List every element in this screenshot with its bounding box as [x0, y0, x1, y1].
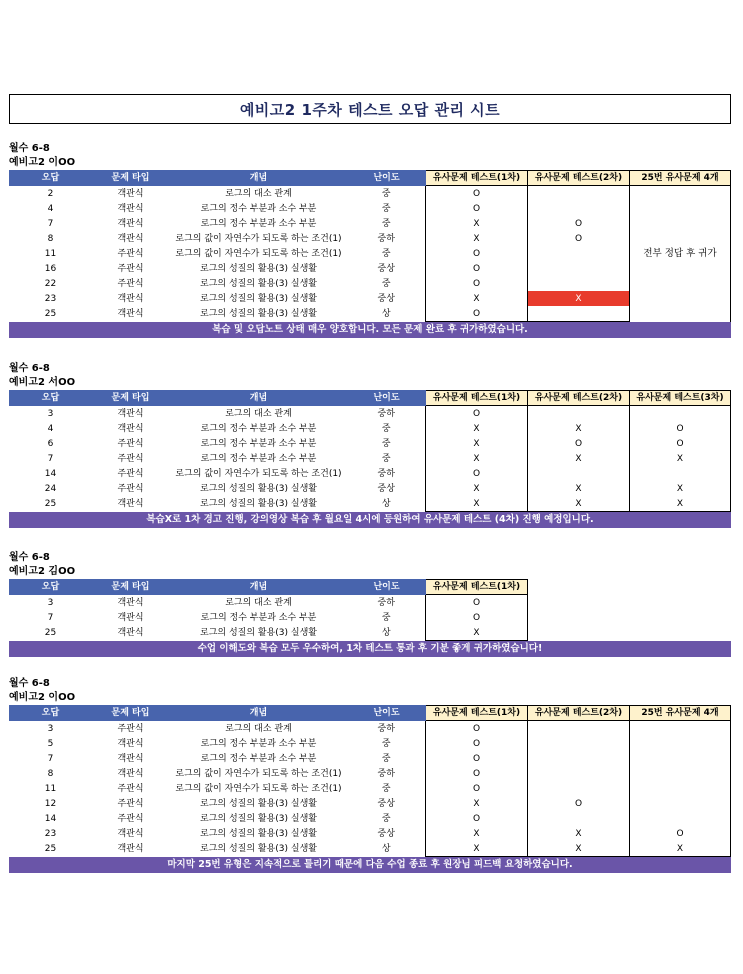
question-number-cell: 3 — [47, 723, 54, 734]
test-3-result-cell: O — [630, 436, 731, 451]
difficulty-cell: 중하 — [377, 408, 395, 419]
test-2-result-cell — [528, 721, 630, 737]
test-2-result-cell — [528, 306, 630, 322]
concept-cell: 로그의 정수 부분과 소수 부분 — [200, 423, 317, 434]
difficulty-cell: 중 — [381, 423, 391, 434]
student-name-label: 예비고2 김OO — [9, 566, 76, 577]
test-1-result-cell: O — [426, 276, 528, 291]
student-name-label: 예비고2 서OO — [9, 377, 76, 388]
concept-cell: 로그의 성질의 활용(3) 실생활 — [200, 498, 317, 509]
table-row — [10, 826, 731, 841]
q25-result-cell: O — [630, 826, 731, 841]
question-type-cell: 객관식 — [117, 408, 144, 419]
table-row — [10, 595, 528, 611]
test-2-result-cell — [528, 276, 630, 291]
concept-cell: 로그의 성질의 활용(3) 실생활 — [200, 293, 317, 304]
difficulty-cell: 중 — [381, 783, 391, 794]
test-1-result-cell: O — [426, 306, 528, 322]
header-test-3: 유사문제 테스트(3차) — [630, 391, 731, 406]
table-header-row — [10, 391, 731, 406]
difficulty-cell: 중 — [381, 612, 391, 623]
question-type-cell: 주관식 — [117, 783, 144, 794]
test-1-result-cell: X — [426, 216, 528, 231]
test-1-result-cell: O — [426, 186, 528, 202]
table-row — [10, 421, 731, 436]
question-type-cell: 주관식 — [117, 813, 144, 824]
header-q25-similar: 25번 유사문제 4개 — [630, 706, 731, 721]
difficulty-cell: 중하 — [377, 468, 395, 479]
concept-cell: 로그의 성질의 활용(3) 실생활 — [200, 798, 317, 809]
test-2-result-cell: X — [528, 826, 630, 841]
wrong-answer-table — [9, 705, 731, 857]
test-1-result-cell: O — [426, 466, 528, 481]
difficulty-cell: 중 — [381, 438, 391, 449]
table-row — [10, 721, 731, 737]
student-section — [9, 362, 731, 528]
question-number-cell: 24 — [44, 483, 57, 494]
table-row — [10, 496, 731, 512]
student-section — [9, 142, 731, 338]
header-question-number: 오답 — [10, 171, 92, 186]
difficulty-cell: 중 — [381, 813, 391, 824]
difficulty-cell: 중상 — [377, 828, 395, 839]
question-type-cell: 주관식 — [117, 263, 144, 274]
question-type-cell: 객관식 — [117, 738, 144, 749]
table-row — [10, 796, 731, 811]
test-3-result-cell: X — [630, 451, 731, 466]
difficulty-cell: 중 — [381, 453, 391, 464]
question-number-cell: 23 — [44, 293, 57, 304]
table-row — [10, 811, 731, 826]
test-3-result-cell: O — [630, 421, 731, 436]
question-type-cell: 객관식 — [117, 233, 144, 244]
table-row — [10, 736, 731, 751]
table-row — [10, 751, 731, 766]
header-concept: 개념 — [170, 391, 348, 406]
table-row — [10, 625, 528, 641]
header-test-1: 유사문제 테스트(1차) — [426, 391, 528, 406]
question-type-cell: 객관식 — [117, 753, 144, 764]
question-number-cell: 3 — [47, 408, 54, 419]
test-1-result-cell: O — [426, 595, 528, 611]
q25-result-cell — [630, 811, 731, 826]
merged-note-cell: 전부 정답 후 귀가 — [630, 186, 731, 322]
test-2-result-cell — [528, 781, 630, 796]
table-row — [10, 201, 731, 216]
test-1-result-cell: X — [426, 796, 528, 811]
test-2-result-cell — [528, 736, 630, 751]
question-type-cell: 주관식 — [117, 483, 144, 494]
question-type-cell: 객관식 — [117, 203, 144, 214]
test-2-result-cell: X — [528, 451, 630, 466]
q25-result-cell — [630, 736, 731, 751]
question-number-cell: 25 — [44, 843, 57, 854]
header-test-1: 유사문제 테스트(1차) — [426, 706, 528, 721]
header-question-number: 오답 — [10, 391, 92, 406]
header-concept: 개념 — [170, 706, 348, 721]
concept-cell: 로그의 대소 관계 — [225, 597, 292, 608]
test-2-result-cell: O — [528, 796, 630, 811]
student-name-label: 예비고2 이OO — [9, 692, 76, 703]
question-number-cell: 3 — [47, 597, 54, 608]
q25-result-cell — [630, 751, 731, 766]
difficulty-cell: 중 — [381, 188, 391, 199]
test-1-result-cell: X — [426, 496, 528, 512]
concept-cell: 로그의 값이 자연수가 되도록 하는 조건(1) — [175, 248, 342, 259]
q25-result-cell — [630, 781, 731, 796]
table-row — [10, 436, 731, 451]
test-1-result-cell: O — [426, 246, 528, 261]
question-number-cell: 11 — [44, 783, 57, 794]
table-row — [10, 466, 731, 481]
concept-cell: 로그의 성질의 활용(3) 실생활 — [200, 828, 317, 839]
concept-cell: 로그의 대소 관계 — [225, 723, 292, 734]
q25-result-cell: X — [630, 841, 731, 857]
question-number-cell: 11 — [44, 248, 57, 259]
wrong-answer-table — [9, 390, 731, 512]
question-number-cell: 7 — [47, 612, 54, 623]
table-row — [10, 451, 731, 466]
test-1-result-cell: O — [426, 781, 528, 796]
test-1-result-cell: O — [426, 406, 528, 422]
question-number-cell: 5 — [47, 738, 54, 749]
difficulty-cell: 상 — [381, 498, 391, 509]
test-2-result-cell — [528, 751, 630, 766]
concept-cell: 로그의 정수 부분과 소수 부분 — [200, 738, 317, 749]
question-number-cell: 7 — [47, 218, 54, 229]
question-type-cell: 객관식 — [117, 293, 144, 304]
concept-cell: 로그의 값이 자연수가 되도록 하는 조건(1) — [175, 783, 342, 794]
table-row — [10, 306, 731, 322]
test-1-result-cell: O — [426, 811, 528, 826]
concept-cell: 로그의 값이 자연수가 되도록 하는 조건(1) — [175, 468, 342, 479]
question-number-cell: 16 — [44, 263, 57, 274]
difficulty-cell: 중상 — [377, 798, 395, 809]
test-2-result-cell — [528, 766, 630, 781]
header-question-number: 오답 — [10, 580, 92, 595]
question-type-cell: 객관식 — [117, 768, 144, 779]
difficulty-cell: 상 — [381, 843, 391, 854]
header-q25-similar: 25번 유사문제 4개 — [630, 171, 731, 186]
highlighted-fail-cell: X — [528, 291, 630, 306]
question-type-cell: 객관식 — [117, 423, 144, 434]
test-2-result-cell: O — [528, 231, 630, 246]
concept-cell: 로그의 성질의 활용(3) 실생활 — [200, 263, 317, 274]
wrong-answer-table — [9, 579, 528, 641]
question-type-cell: 객관식 — [117, 843, 144, 854]
test-1-result-cell: O — [426, 610, 528, 625]
table-row — [10, 216, 731, 231]
header-test-2: 유사문제 테스트(2차) — [528, 171, 630, 186]
class-time-label: 월수 6-8 — [9, 552, 50, 563]
table-row — [10, 246, 731, 261]
test-2-result-cell — [528, 246, 630, 261]
test-2-result-cell — [528, 466, 630, 481]
difficulty-cell: 중 — [381, 218, 391, 229]
difficulty-cell: 중 — [381, 203, 391, 214]
sheet-title: 예비고2 1주차 테스트 오답 관리 시트 — [239, 100, 501, 119]
q25-result-cell — [630, 796, 731, 811]
question-type-cell: 객관식 — [117, 627, 144, 638]
difficulty-cell: 중 — [381, 753, 391, 764]
difficulty-cell: 중상 — [377, 263, 395, 274]
question-type-cell: 객관식 — [117, 308, 144, 319]
table-row — [10, 186, 731, 202]
difficulty-cell: 중하 — [377, 723, 395, 734]
test-3-result-cell — [630, 466, 731, 481]
question-type-cell: 주관식 — [117, 248, 144, 259]
feedback-footer: 수업 이해도와 복습 모두 우수하여, 1차 테스트 통과 후 기분 좋게 귀가하였습니다! — [9, 641, 731, 657]
student-name-label: 예비고2 이OO — [9, 157, 76, 168]
test-2-result-cell: X — [528, 496, 630, 512]
table-header-row — [10, 580, 528, 595]
concept-cell: 로그의 성질의 활용(3) 실생활 — [200, 483, 317, 494]
test-1-result-cell: X — [426, 481, 528, 496]
header-difficulty: 난이도 — [348, 580, 426, 595]
question-number-cell: 4 — [47, 423, 54, 434]
q25-result-cell — [630, 721, 731, 737]
header-difficulty: 난이도 — [348, 391, 426, 406]
class-time-label: 월수 6-8 — [9, 143, 50, 154]
question-number-cell: 22 — [44, 278, 57, 289]
concept-cell: 로그의 정수 부분과 소수 부분 — [200, 753, 317, 764]
difficulty-cell: 중상 — [377, 483, 395, 494]
test-2-result-cell: X — [528, 481, 630, 496]
test-1-result-cell: O — [426, 736, 528, 751]
question-number-cell: 25 — [44, 498, 57, 509]
test-1-result-cell: O — [426, 261, 528, 276]
table-row — [10, 276, 731, 291]
test-1-result-cell: X — [426, 625, 528, 641]
table-row — [10, 841, 731, 857]
wrong-answer-table — [9, 170, 731, 322]
concept-cell: 로그의 대소 관계 — [225, 408, 292, 419]
test-1-result-cell: X — [426, 436, 528, 451]
test-2-result-cell — [528, 406, 630, 422]
concept-cell: 로그의 성질의 활용(3) 실생활 — [200, 308, 317, 319]
difficulty-cell: 중 — [381, 738, 391, 749]
question-type-cell: 객관식 — [117, 612, 144, 623]
question-number-cell: 25 — [44, 308, 57, 319]
test-3-result-cell: X — [630, 496, 731, 512]
q25-result-cell — [630, 766, 731, 781]
concept-cell: 로그의 값이 자연수가 되도록 하는 조건(1) — [175, 768, 342, 779]
test-3-result-cell: X — [630, 481, 731, 496]
test-2-result-cell — [528, 201, 630, 216]
test-1-result-cell: X — [426, 826, 528, 841]
question-number-cell: 8 — [47, 233, 54, 244]
difficulty-cell: 상 — [381, 627, 391, 638]
question-number-cell: 23 — [44, 828, 57, 839]
concept-cell: 로그의 성질의 활용(3) 실생활 — [200, 813, 317, 824]
header-difficulty: 난이도 — [348, 171, 426, 186]
concept-cell: 로그의 정수 부분과 소수 부분 — [200, 203, 317, 214]
class-time-label: 월수 6-8 — [9, 363, 50, 374]
question-type-cell: 객관식 — [117, 597, 144, 608]
question-type-cell: 주관식 — [117, 278, 144, 289]
concept-cell: 로그의 정수 부분과 소수 부분 — [200, 438, 317, 449]
test-2-result-cell — [528, 811, 630, 826]
test-2-result-cell: O — [528, 436, 630, 451]
question-number-cell: 6 — [47, 438, 54, 449]
question-type-cell: 주관식 — [117, 468, 144, 479]
concept-cell: 로그의 정수 부분과 소수 부분 — [200, 453, 317, 464]
concept-cell: 로그의 성질의 활용(3) 실생활 — [200, 627, 317, 638]
question-type-cell: 객관식 — [117, 218, 144, 229]
question-number-cell: 4 — [47, 203, 54, 214]
test-1-result-cell: X — [426, 231, 528, 246]
header-test-2: 유사문제 테스트(2차) — [528, 391, 630, 406]
feedback-footer: 마지막 25번 유형은 지속적으로 틀리기 때문에 다음 수업 종료 후 원장님 피드백 요청하였습니다. — [9, 857, 731, 873]
table-row — [10, 481, 731, 496]
concept-cell: 로그의 정수 부분과 소수 부분 — [200, 218, 317, 229]
question-type-cell: 주관식 — [117, 453, 144, 464]
header-question-type: 문제 타입 — [92, 706, 170, 721]
table-row — [10, 766, 731, 781]
difficulty-cell: 중 — [381, 278, 391, 289]
test-2-result-cell — [528, 261, 630, 276]
table-row — [10, 291, 731, 306]
student-section — [9, 551, 731, 657]
difficulty-cell: 상 — [381, 308, 391, 319]
test-1-result-cell: O — [426, 766, 528, 781]
concept-cell: 로그의 값이 자연수가 되도록 하는 조건(1) — [175, 233, 342, 244]
concept-cell: 로그의 대소 관계 — [225, 188, 292, 199]
difficulty-cell: 중상 — [377, 293, 395, 304]
table-row — [10, 231, 731, 246]
question-number-cell: 7 — [47, 753, 54, 764]
header-concept: 개념 — [170, 171, 348, 186]
table-row — [10, 610, 528, 625]
concept-cell: 로그의 성질의 활용(3) 실생활 — [200, 843, 317, 854]
concept-cell: 로그의 성질의 활용(3) 실생활 — [200, 278, 317, 289]
concept-cell: 로그의 정수 부분과 소수 부분 — [200, 612, 317, 623]
table-row — [10, 781, 731, 796]
test-2-result-cell: X — [528, 841, 630, 857]
question-number-cell: 25 — [44, 627, 57, 638]
header-concept: 개념 — [170, 580, 348, 595]
question-number-cell: 14 — [44, 468, 57, 479]
question-type-cell: 주관식 — [117, 798, 144, 809]
test-1-result-cell: O — [426, 201, 528, 216]
test-1-result-cell: X — [426, 291, 528, 306]
header-difficulty: 난이도 — [348, 706, 426, 721]
question-number-cell: 2 — [47, 188, 54, 199]
table-row — [10, 406, 731, 422]
test-1-result-cell: X — [426, 421, 528, 436]
table-header-row — [10, 171, 731, 186]
header-question-type: 문제 타입 — [92, 171, 170, 186]
header-question-number: 오답 — [10, 706, 92, 721]
student-section — [9, 677, 731, 873]
table-row — [10, 261, 731, 276]
question-number-cell: 12 — [44, 798, 57, 809]
test-2-result-cell — [528, 186, 630, 202]
sheet-title-box — [9, 94, 731, 124]
test-1-result-cell: O — [426, 721, 528, 737]
difficulty-cell: 중하 — [377, 768, 395, 779]
class-time-label: 월수 6-8 — [9, 678, 50, 689]
question-type-cell: 객관식 — [117, 498, 144, 509]
difficulty-cell: 중 — [381, 248, 391, 259]
table-header-row — [10, 706, 731, 721]
question-number-cell: 7 — [47, 453, 54, 464]
question-type-cell: 주관식 — [117, 438, 144, 449]
header-test-2: 유사문제 테스트(2차) — [528, 706, 630, 721]
difficulty-cell: 중하 — [377, 597, 395, 608]
header-test-1: 유사문제 테스트(1차) — [426, 580, 528, 595]
question-type-cell: 주관식 — [117, 723, 144, 734]
question-number-cell: 8 — [47, 768, 54, 779]
test-1-result-cell: O — [426, 751, 528, 766]
question-number-cell: 14 — [44, 813, 57, 824]
header-question-type: 문제 타입 — [92, 391, 170, 406]
test-3-result-cell — [630, 406, 731, 422]
question-type-cell: 객관식 — [117, 188, 144, 199]
feedback-footer: 복습X로 1차 경고 진행, 강의영상 복습 후 월요일 4시에 등원하여 유사문제 테스트 (4차) 진행 예정입니다. — [9, 512, 731, 528]
test-2-result-cell: X — [528, 421, 630, 436]
header-question-type: 문제 타입 — [92, 580, 170, 595]
question-type-cell: 객관식 — [117, 828, 144, 839]
feedback-footer: 복습 및 오답노트 상태 매우 양호합니다. 모든 문제 완료 후 귀가하였습니다. — [9, 322, 731, 338]
test-2-result-cell: O — [528, 216, 630, 231]
test-1-result-cell: X — [426, 451, 528, 466]
difficulty-cell: 중하 — [377, 233, 395, 244]
header-test-1: 유사문제 테스트(1차) — [426, 171, 528, 186]
test-1-result-cell: X — [426, 841, 528, 857]
